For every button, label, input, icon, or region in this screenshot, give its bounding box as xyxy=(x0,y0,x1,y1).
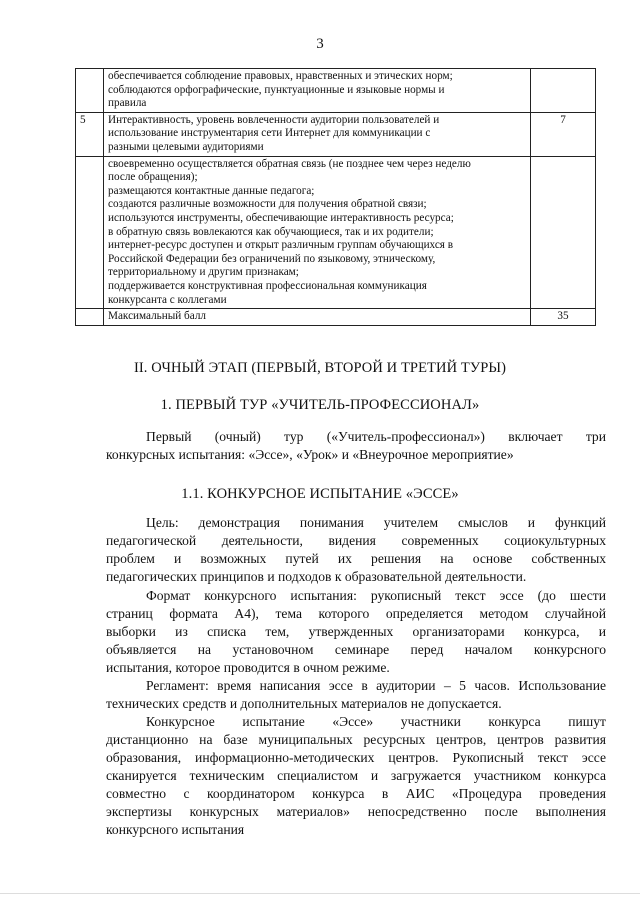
table-row xyxy=(76,112,596,156)
table-cell-indicators xyxy=(104,69,531,113)
indicator-line: создаются различные возможности для получения обратной связи; xyxy=(108,198,427,211)
table-cell-score xyxy=(531,156,596,309)
indicator-line: территориальному и другим признакам; xyxy=(108,266,299,279)
paragraph-line: сканируется техническим специалистом и загружается участником конкурса xyxy=(106,768,606,783)
paragraph-line: педагогических принципов и подходов к образовательной деятельности. xyxy=(106,569,527,584)
indicator-line: размещаются контактные данные педагога; xyxy=(108,184,315,197)
paragraph-line: Конкурсное испытание «Эссе» участники конкурса пишут xyxy=(146,714,606,729)
criterion-title-line: разными целевыми аудиториями xyxy=(108,140,264,153)
indicator-line: соблюдаются орфографические, пунктуационные и языковые нормы и xyxy=(108,83,445,96)
indicator-line: поддерживается конструктивная профессиональная коммуникация xyxy=(108,279,427,292)
paragraph-line: Первый (очный) тур («Учитель-профессионал») включает три xyxy=(146,429,606,444)
paragraph-line: проблем и возможных путей их решения на основе собственных xyxy=(106,551,606,566)
criterion-title-line: использование инструментария сети Интернет для коммуникации с xyxy=(108,127,431,140)
row-number: 5 xyxy=(76,112,104,156)
paragraph-line: конкурсного испытания xyxy=(106,822,245,837)
paragraph-line: страниц формата А4), тема которого определяется методом случайной xyxy=(106,606,606,621)
paragraph-line: технических средств и дополнительных материалов не допускается. xyxy=(106,696,502,711)
rules-paragraph xyxy=(106,677,606,713)
page-number: 3 xyxy=(316,36,324,52)
paragraph-line: конкурсных испытания: «Эссе», «Урок» и «Внеурочное мероприятие» xyxy=(106,447,514,462)
format-paragraph xyxy=(106,587,606,677)
procedure-paragraph xyxy=(106,713,606,839)
goal-paragraph xyxy=(106,514,606,586)
paragraph-line: испытания, которое проводится в очном режиме. xyxy=(106,660,390,675)
paragraph-line: педагогической деятельности, видения современных социокультурных xyxy=(106,533,606,548)
table-cell-number xyxy=(76,156,104,309)
criteria-table xyxy=(75,68,596,326)
paragraph-line: экспертизы конкурсных материалов» непосредственно после выполнения xyxy=(106,804,606,819)
page-bottom-edge xyxy=(0,893,640,894)
table-cell-number xyxy=(76,69,104,113)
indicator-line: обеспечивается соблюдение правовых, нравственных и этических норм; xyxy=(108,70,453,82)
indicator-line: интернет-ресурс доступен и открыт различным группам обучающихся в xyxy=(108,239,454,252)
paragraph-line: Формат конкурсного испытания: рукописный текст эссе (до шести xyxy=(146,588,606,603)
criterion-title xyxy=(104,112,531,156)
paragraph-line: Регламент: время написания эссе в аудитории – 5 часов. Использование xyxy=(146,678,606,693)
table-row-total xyxy=(76,309,596,326)
table-cell-score xyxy=(531,69,596,113)
indicator-line: правила xyxy=(108,97,147,110)
table-row xyxy=(76,156,596,309)
criterion-title-line: Интерактивность, уровень вовлеченности аудитории пользователей и xyxy=(108,113,440,126)
section-heading: II. ОЧНЫЙ ЭТАП (ПЕРВЫЙ, ВТОРОЙ И ТРЕТИЙ ТУРЫ) xyxy=(133,360,507,376)
indicator-line: конкурсанта с коллегами xyxy=(108,293,227,306)
paragraph-line: совместно с координатором конкурса в АИС «Процедура проведения xyxy=(106,786,606,801)
indicator-line: используются инструменты, обеспечивающие интерактивность ресурса; xyxy=(108,211,454,224)
paragraph-line: образования, информационно-методических центров. Рукописный текст эссе xyxy=(106,750,606,765)
table-row xyxy=(76,69,596,113)
intro-paragraph xyxy=(106,428,606,464)
competition-heading: 1.1. КОНКУРСНОЕ ИСПЫТАНИЕ «ЭССЕ» xyxy=(181,486,459,502)
total-label: Максимальный балл xyxy=(104,309,531,326)
paragraph-line: Цель: демонстрация понимания учителем смыслов и функций xyxy=(146,515,606,530)
paragraph-line: объявляется на установочном семинаре перед началом конкурсного xyxy=(106,642,606,657)
table-cell-indicators xyxy=(104,156,531,309)
total-score: 35 xyxy=(531,309,596,326)
indicator-line: в обратную связь вовлекаются как обучающиеся, так и их родители; xyxy=(108,225,434,238)
paragraph-line: дистанционно на базе муниципальных ресурсных центров, центров развития xyxy=(106,732,606,747)
indicator-line: Российской Федерации без ограничений по языковому, этническому, xyxy=(108,252,436,265)
criterion-score: 7 xyxy=(531,112,596,156)
indicator-line: после обращения); xyxy=(108,171,198,184)
table-cell-number xyxy=(76,309,104,326)
indicator-line: своевременно осуществляется обратная связь (не позднее чем через неделю xyxy=(108,157,471,170)
paragraph-line: выборки из списка тем, утвержденных организаторами конкурса, и xyxy=(106,624,606,639)
subsection-heading: 1. ПЕРВЫЙ ТУР «УЧИТЕЛЬ-ПРОФЕССИОНАЛ» xyxy=(160,397,480,413)
